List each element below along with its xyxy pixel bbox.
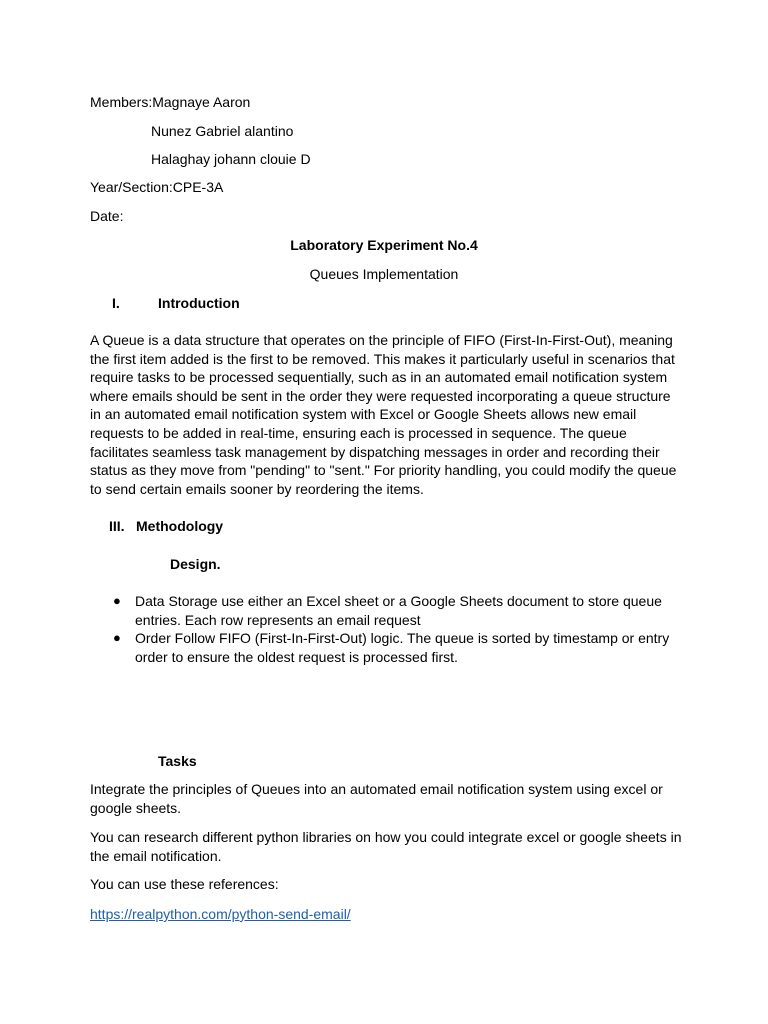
date-line: Date: <box>90 208 124 224</box>
tasks-paragraph-1: Integrate the principles of Queues into an automated email notification system using excel or google sheets. <box>90 781 663 816</box>
section-1-heading: Introduction <box>158 295 240 311</box>
references-label: You can use these references: <box>90 876 279 892</box>
member-name-3: Halaghay johann clouie D <box>151 151 311 167</box>
members-line: Members:Magnaye Aaron <box>90 94 251 110</box>
year-section-line: Year/Section:CPE-3A <box>90 179 224 195</box>
document-subtitle: Queues Implementation <box>309 266 459 282</box>
bullet-icon: ● <box>113 593 121 608</box>
tasks-paragraph-2: You can research different python libraries on how you could integrate excel or google sheets in the email notification. <box>90 829 682 864</box>
bullet-text: Order Follow FIFO (First-In-First-Out) logic. The queue is sorted by timestamp or entry order to ensure the oldest request is processed first. <box>135 630 670 665</box>
section-3-numeral: III. <box>109 518 125 534</box>
reference-link[interactable]: https://realpython.com/python-send-email/ <box>90 906 351 922</box>
section-3-heading: Methodology <box>136 518 224 534</box>
document-title: Laboratory Experiment No.4 <box>290 237 478 253</box>
reference-link-line <box>90 905 351 923</box>
design-subheading: Design. <box>170 556 221 572</box>
member-name-2: Nunez Gabriel alantino <box>151 123 294 139</box>
tasks-heading: Tasks <box>158 753 197 769</box>
bullet-text: Data Storage use either an Excel sheet or a Google Sheets document to store queue entries. Each row represents an email request <box>135 593 662 628</box>
introduction-paragraph: A Queue is a data structure that operates on the principle of FIFO (First-In-First-Out), meaning the first item added is the first to be removed. This makes it particularly useful in scenarios that require tasks to be processed sequentially, such as in an automated email notification system where emails should be sent in the order they were requested incorporating a queue structure in an automated email notification system with Excel or Google Sheets allows new email requests to be added in real-time, ensuring each is processed in sequence. The queue facilitates seamless task management by dispatching messages in order and recording their status as they move from "pending" to "sent." For priority handling, you could modify the queue to send certain emails sooner by reordering the items. <box>90 332 677 497</box>
section-1-numeral: I. <box>112 295 120 311</box>
bullet-icon: ● <box>113 630 121 645</box>
